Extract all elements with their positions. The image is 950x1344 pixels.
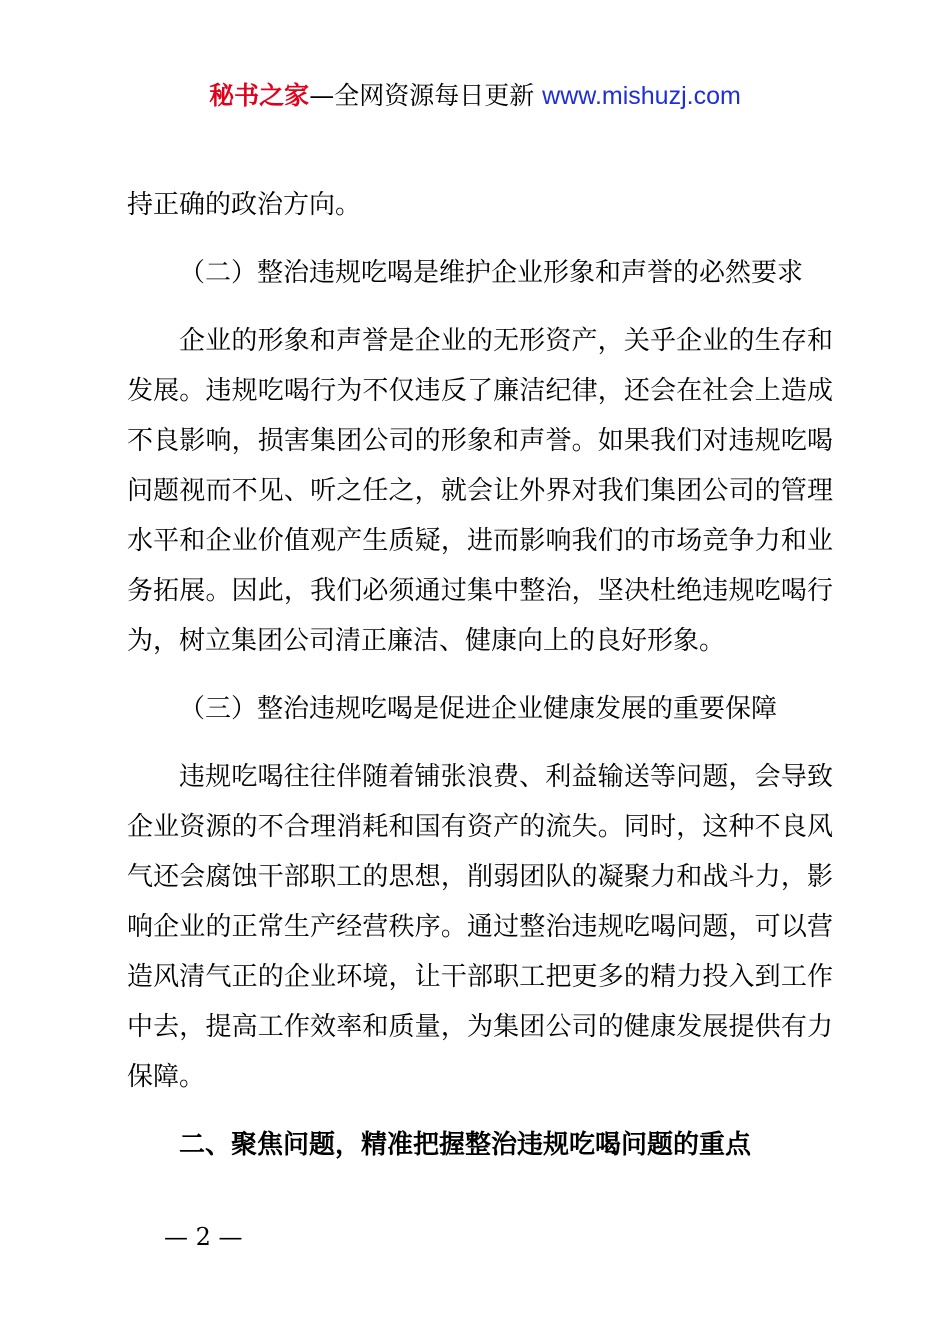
site-header xyxy=(0,78,950,114)
page-number: — 2 — xyxy=(164,1223,243,1251)
paragraph-continuation: 持正确的政治方向。 xyxy=(127,190,362,220)
site-url-link[interactable]: www.mishuzj.com xyxy=(542,82,741,110)
paragraph-image-reputation: 企业的形象和声誉是企业的无形资产，关乎企业的生存和发展。违规吃喝行为不仅违反了廉洁纪律，还会在社会上造成不良影响，损害集团公司的形象和声誉。如果我们对违规吃喝问题视而不见、听之任之，就会让外界对我们集团公司的管理水平和企业价值观产生质疑，进而影响我们的市场竞争力和业务拓展。因此，我们必须通过集中整治，坚决杜绝违规吃喝行为，树立集团公司清正廉洁、健康向上的良好形象。 xyxy=(127,326,833,656)
paragraph-healthy-development: 违规吃喝往往伴随着铺张浪费、利益输送等问题，会导致企业资源的不合理消耗和国有资产的流失。同时，这种不良风气还会腐蚀干部职工的思想，削弱团队的凝聚力和战斗力，影响企业的正常生产经营秩序。通过整治违规吃喝问题，可以营造风清气正的企业环境，让干部职工把更多的精力投入到工作中去，提高工作效率和质量，为集团公司的健康发展提供有力保障。 xyxy=(127,762,833,1092)
site-brand: 秘书之家 xyxy=(209,81,310,110)
site-tagline: —全网资源每日更新 xyxy=(309,81,535,110)
section-heading-2: （二）整治违规吃喝是维护企业形象和声誉的必然要求 xyxy=(179,258,804,288)
document-body xyxy=(127,180,833,1188)
section-heading-3: （三）整治违规吃喝是促进企业健康发展的重要保障 xyxy=(179,694,778,724)
chapter-heading-2: 二、聚焦问题，精准把握整治违规吃喝问题的重点 xyxy=(179,1130,752,1160)
